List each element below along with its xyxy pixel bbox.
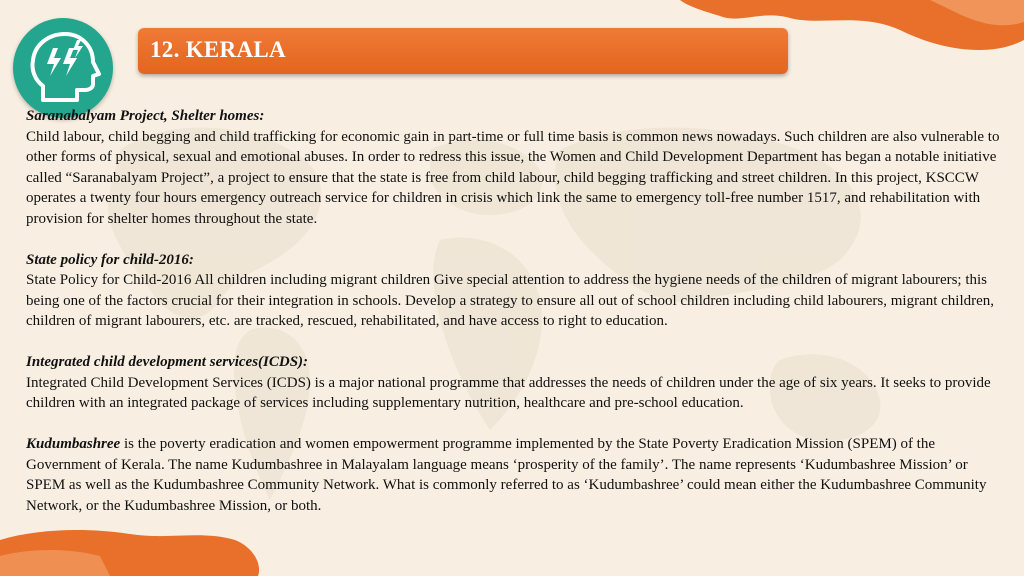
page-title: 12. KERALA: [150, 37, 286, 62]
section-text: is the poverty eradication and women empowerment programme implemented by the State Poverty Eradication Mission (SPEM) of the Government of Kerala. The name Kudumbashree in Malayalam language means ‘prosperity of the family’. The name represents ‘Kudumbashree Mission’ or SPEM as well as the Kudumbashree Community Network. What is commonly referred to as ‘Kudumbashree’ could mean either the Kudumbashree Community Network, or the Kudumbashree Mission, or both.: [26, 436, 987, 514]
head-lightning-logo: [13, 18, 113, 118]
head-lightning-icon: [13, 18, 113, 118]
section-text: Child labour, child begging and child trafficking for economic gain in part-time or full time basis is common news nowadays. Such children are also vulnerable to other forms of physical, sexual and emotional abuses. In order to redress this issue, the Women and Child Development Department has began a notable initiative called “Saranabalyam Project”, a project to ensure that the state is free from child labour, child begging trafficking and street children. In this project, KSCCW operates a twenty four hours emergency outreach service for children in crisis which link the same to emergency toll-free number 1517, and rehabilitation with provision for shelter homes throughout the state.: [26, 128, 1000, 227]
title-banner: [138, 28, 788, 74]
slide-body: [26, 106, 1006, 537]
section-kudumbashree: [26, 434, 1006, 516]
section-heading: Integrated child development services(ICDS):: [26, 354, 309, 370]
section-saranabalyam: [26, 106, 1006, 229]
section-heading: Saranabalyam Project, Shelter homes:: [26, 108, 265, 124]
section-state-policy: [26, 250, 1006, 332]
section-text: State Policy for Child-2016 All children including migrant children Give special attention to address the hygiene needs of the children of migrant labourers; this being one of the factors crucial for their integration in schools. Develop a strategy to ensure all out of school children including child labourers, migrant children, children of migrant labourers, etc. are tracked, rescued, rehabilitated, and have access to right to education.: [26, 272, 995, 329]
section-heading: State policy for child-2016:: [26, 251, 194, 268]
section-text: Integrated Child Development Services (ICDS) is a major national programme that addresses the needs of children under the age of six years. It seeks to provide children with an integrated package of services including supplementary nutrition, healthcare and pre-school education.: [26, 374, 991, 411]
section-icds: [26, 352, 1006, 414]
section-heading: Kudumbashree: [26, 436, 121, 452]
